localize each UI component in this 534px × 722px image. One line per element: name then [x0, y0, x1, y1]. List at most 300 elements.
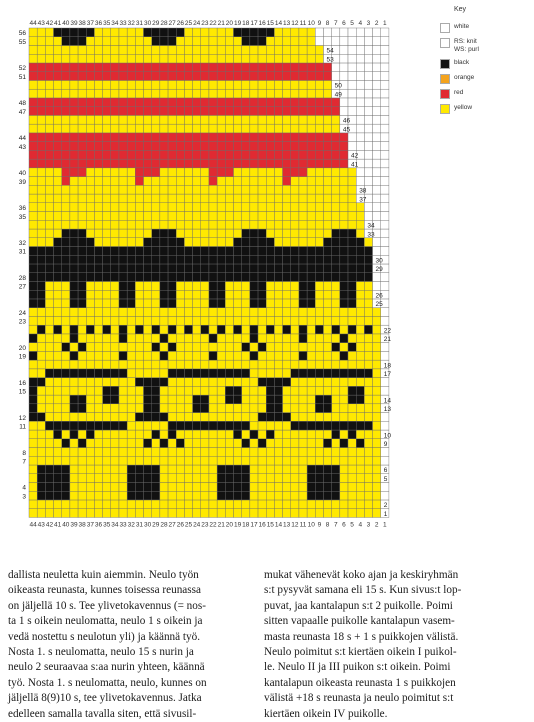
chart-cell	[250, 264, 258, 273]
chart-cell	[127, 142, 135, 151]
chart-cell	[86, 386, 94, 395]
chart-cell	[364, 37, 372, 46]
chart-cell	[283, 439, 291, 448]
chart-cell	[201, 343, 209, 352]
chart-cell	[242, 404, 250, 413]
chart-cell	[250, 281, 258, 290]
chart-cell	[242, 509, 250, 518]
chart-cell	[86, 369, 94, 378]
chart-cell	[103, 72, 111, 81]
black-swatch	[440, 59, 450, 69]
chart-cell	[127, 212, 135, 221]
chart-cell	[111, 448, 119, 457]
chart-cell	[152, 482, 160, 491]
chart-cell	[94, 281, 102, 290]
chart-cell	[184, 115, 192, 124]
chart-cell	[364, 456, 372, 465]
column-number-bottom: 2	[374, 521, 379, 529]
chart-cell	[29, 273, 37, 282]
chart-cell	[193, 404, 201, 413]
chart-cell	[283, 185, 291, 194]
chart-cell	[103, 378, 111, 387]
chart-cell	[176, 133, 184, 142]
chart-cell	[250, 28, 258, 37]
chart-cell	[242, 238, 250, 247]
chart-cell	[201, 63, 209, 72]
column-number-top: 10	[307, 20, 315, 27]
chart-cell	[209, 168, 217, 177]
chart-cell	[348, 316, 356, 325]
chart-cell	[201, 299, 209, 308]
chart-cell	[111, 159, 119, 168]
chart-cell	[217, 159, 225, 168]
chart-cell	[242, 369, 250, 378]
chart-cell	[37, 430, 45, 439]
chart-cell	[152, 474, 160, 483]
chart-cell	[258, 238, 266, 247]
chart-cell	[291, 509, 299, 518]
chart-cell	[291, 316, 299, 325]
chart-cell	[274, 500, 282, 509]
chart-cell	[111, 255, 119, 264]
chart-cell	[160, 386, 168, 395]
chart-cell	[160, 491, 168, 500]
chart-cell	[78, 474, 86, 483]
chart-cell	[86, 404, 94, 413]
chart-cell	[323, 115, 331, 124]
chart-cell	[307, 203, 315, 212]
chart-cell	[381, 150, 389, 159]
chart-cell	[45, 72, 53, 81]
chart-cell	[217, 273, 225, 282]
chart-cell	[209, 150, 217, 159]
chart-cell	[258, 37, 266, 46]
chart-cell	[201, 229, 209, 238]
chart-cell	[356, 491, 364, 500]
chart-cell	[103, 115, 111, 124]
chart-cell	[176, 474, 184, 483]
chart-cell	[152, 334, 160, 343]
chart-cell	[78, 133, 86, 142]
chart-cell	[45, 325, 53, 334]
text-line: puvat, jaa kantalapun s:t 2 puikolle. Poimi	[264, 599, 453, 612]
chart-cell	[168, 316, 176, 325]
chart-cell	[250, 72, 258, 81]
chart-cell	[356, 413, 364, 422]
chart-cell	[266, 273, 274, 282]
chart-cell	[217, 63, 225, 72]
chart-cell	[356, 316, 364, 325]
row-number-right: 41	[351, 161, 359, 169]
chart-cell	[364, 343, 372, 352]
chart-cell	[274, 124, 282, 133]
chart-cell	[225, 316, 233, 325]
row-number-left: 39	[18, 178, 26, 186]
chart-cell	[29, 316, 37, 325]
chart-cell	[37, 465, 45, 474]
chart-cell	[45, 54, 53, 63]
chart-cell	[94, 159, 102, 168]
chart-cell	[299, 290, 307, 299]
chart-cell	[103, 465, 111, 474]
chart-cell	[373, 194, 381, 203]
chart-cell	[291, 247, 299, 256]
chart-cell	[119, 142, 127, 151]
chart-cell	[127, 273, 135, 282]
chart-cell	[103, 308, 111, 317]
chart-cell	[266, 142, 274, 151]
chart-cell	[184, 395, 192, 404]
chart-cell	[193, 45, 201, 54]
chart-cell	[307, 133, 315, 142]
chart-cell	[242, 115, 250, 124]
column-number-bottom: 7	[333, 521, 338, 529]
chart-cell	[364, 334, 372, 343]
chart-cell	[356, 89, 364, 98]
chart-cell	[62, 439, 70, 448]
chart-cell	[340, 45, 348, 54]
chart-cell	[250, 378, 258, 387]
chart-cell	[103, 334, 111, 343]
chart-cell	[103, 299, 111, 308]
chart-cell	[45, 247, 53, 256]
chart-cell	[266, 185, 274, 194]
chart-cell	[37, 395, 45, 404]
legend-label: red	[454, 89, 464, 96]
chart-cell	[291, 45, 299, 54]
chart-cell	[144, 229, 152, 238]
chart-cell	[160, 482, 168, 491]
chart-cell	[193, 509, 201, 518]
chart-cell	[225, 98, 233, 107]
chart-cell	[242, 124, 250, 133]
chart-cell	[315, 395, 323, 404]
chart-cell	[54, 351, 62, 360]
chart-cell	[250, 351, 258, 360]
chart-cell	[135, 334, 143, 343]
chart-cell	[381, 63, 389, 72]
column-number-bottom: 24	[193, 521, 201, 529]
chart-cell	[135, 395, 143, 404]
chart-cell	[94, 247, 102, 256]
chart-cell	[307, 212, 315, 221]
legend-label: orange	[454, 74, 475, 81]
chart-cell	[152, 80, 160, 89]
chart-cell	[381, 273, 389, 282]
chart-cell	[62, 72, 70, 81]
chart-cell	[54, 343, 62, 352]
chart-cell	[62, 229, 70, 238]
chart-cell	[307, 45, 315, 54]
chart-cell	[119, 482, 127, 491]
chart-cell	[94, 107, 102, 116]
chart-cell	[127, 290, 135, 299]
chart-cell	[307, 465, 315, 474]
chart-cell	[258, 360, 266, 369]
chart-cell	[307, 343, 315, 352]
chart-cell	[160, 37, 168, 46]
chart-cell	[152, 316, 160, 325]
chart-cell	[201, 439, 209, 448]
chart-cell	[176, 238, 184, 247]
chart-cell	[29, 299, 37, 308]
chart-cell	[209, 238, 217, 247]
chart-cell	[135, 273, 143, 282]
chart-cell	[356, 203, 364, 212]
chart-cell	[340, 448, 348, 457]
chart-cell	[381, 351, 389, 360]
chart-cell	[242, 281, 250, 290]
column-number-bottom: 9	[317, 521, 322, 529]
chart-cell	[323, 395, 331, 404]
chart-cell	[217, 212, 225, 221]
chart-cell	[332, 316, 340, 325]
chart-cell	[364, 255, 372, 264]
chart-cell	[381, 89, 389, 98]
chart-cell	[54, 482, 62, 491]
chart-cell	[29, 369, 37, 378]
chart-cell	[103, 238, 111, 247]
chart-cell	[62, 404, 70, 413]
chart-cell	[373, 439, 381, 448]
chart-cell	[315, 238, 323, 247]
chart-cell	[94, 290, 102, 299]
chart-cell	[45, 386, 53, 395]
chart-cell	[144, 360, 152, 369]
chart-cell	[242, 247, 250, 256]
chart-cell	[242, 273, 250, 282]
chart-cell	[283, 474, 291, 483]
chart-cell	[86, 45, 94, 54]
chart-cell	[94, 509, 102, 518]
chart-cell	[111, 212, 119, 221]
chart-cell	[258, 115, 266, 124]
chart-cell	[111, 290, 119, 299]
chart-cell	[209, 80, 217, 89]
chart-cell	[86, 273, 94, 282]
chart-cell	[201, 404, 209, 413]
chart-cell	[135, 37, 143, 46]
chart-cell	[340, 351, 348, 360]
chart-cell	[176, 185, 184, 194]
legend-item-yellow	[440, 104, 532, 114]
chart-cell	[127, 404, 135, 413]
chart-cell	[78, 124, 86, 133]
chart-cell	[234, 474, 242, 483]
chart-cell	[70, 299, 78, 308]
chart-cell	[283, 28, 291, 37]
chart-cell	[332, 142, 340, 151]
chart-cell	[144, 142, 152, 151]
chart-cell	[127, 369, 135, 378]
chart-cell	[176, 89, 184, 98]
row-number-right: 53	[326, 56, 334, 64]
chart-cell	[144, 124, 152, 133]
chart-cell	[37, 378, 45, 387]
chart-cell	[168, 500, 176, 509]
chart-cell	[364, 465, 372, 474]
chart-cell	[242, 45, 250, 54]
chart-cell	[225, 360, 233, 369]
chart-cell	[250, 299, 258, 308]
chart-cell	[291, 264, 299, 273]
chart-cell	[45, 308, 53, 317]
chart-cell	[234, 203, 242, 212]
chart-cell	[234, 360, 242, 369]
chart-cell	[217, 98, 225, 107]
chart-cell	[225, 395, 233, 404]
chart-cell	[381, 28, 389, 37]
chart-cell	[332, 369, 340, 378]
column-number-top: 9	[317, 20, 322, 27]
chart-cell	[234, 334, 242, 343]
chart-cell	[119, 255, 127, 264]
chart-cell	[283, 482, 291, 491]
chart-cell	[307, 80, 315, 89]
chart-cell	[373, 334, 381, 343]
chart-cell	[45, 482, 53, 491]
chart-cell	[168, 255, 176, 264]
chart-cell	[37, 281, 45, 290]
chart-cell	[37, 80, 45, 89]
chart-cell	[234, 500, 242, 509]
chart-cell	[234, 378, 242, 387]
chart-cell	[86, 185, 94, 194]
chart-cell	[225, 28, 233, 37]
chart-cell	[258, 325, 266, 334]
chart-cell	[152, 185, 160, 194]
chart-cell	[217, 37, 225, 46]
chart-cell	[184, 212, 192, 221]
chart-cell	[160, 509, 168, 518]
chart-cell	[29, 378, 37, 387]
chart-cell	[225, 37, 233, 46]
chart-cell	[29, 80, 37, 89]
text-line: neulo 2 seuraavaa s:aa nurin yhteen, käännä	[8, 661, 205, 674]
chart-cell	[103, 45, 111, 54]
chart-cell	[356, 482, 364, 491]
chart-cell	[103, 194, 111, 203]
chart-cell	[119, 421, 127, 430]
chart-cell	[274, 421, 282, 430]
chart-cell	[348, 430, 356, 439]
chart-cell	[209, 98, 217, 107]
text-line: on jäljellä 10 s. Tee ylivetokavennus (= nos-	[8, 599, 206, 612]
chart-cell	[152, 325, 160, 334]
chart-cell	[217, 133, 225, 142]
chart-cell	[373, 247, 381, 256]
chart-cell	[242, 220, 250, 229]
chart-cell	[37, 238, 45, 247]
chart-cell	[29, 448, 37, 457]
chart-cell	[160, 334, 168, 343]
chart-cell	[258, 264, 266, 273]
chart-cell	[315, 45, 323, 54]
chart-cell	[119, 177, 127, 186]
chart-cell	[111, 456, 119, 465]
chart-cell	[168, 290, 176, 299]
chart-cell	[209, 133, 217, 142]
chart-cell	[111, 54, 119, 63]
chart-cell	[94, 255, 102, 264]
chart-cell	[168, 343, 176, 352]
chart-cell	[54, 98, 62, 107]
chart-cell	[299, 63, 307, 72]
chart-cell	[283, 150, 291, 159]
chart-cell	[70, 456, 78, 465]
chart-cell	[168, 247, 176, 256]
chart-cell	[332, 334, 340, 343]
chart-cell	[364, 430, 372, 439]
chart-cell	[381, 281, 389, 290]
chart-cell	[78, 37, 86, 46]
chart-cell	[356, 133, 364, 142]
chart-cell	[274, 177, 282, 186]
chart-cell	[144, 37, 152, 46]
chart-cell	[299, 351, 307, 360]
chart-cell	[234, 107, 242, 116]
chart-cell	[29, 203, 37, 212]
chart-cell	[37, 439, 45, 448]
chart-cell	[54, 133, 62, 142]
chart-cell	[111, 299, 119, 308]
chart-cell	[332, 150, 340, 159]
text-line: s:t pysyvät samana eli 15 s. Kun sivus:t lop-	[264, 584, 462, 597]
text-line: ta 1 s oikein neulomatta, neulo 1 s oikein ja	[8, 615, 203, 628]
chart-cell	[307, 264, 315, 273]
chart-cell	[86, 290, 94, 299]
chart-cell	[111, 421, 119, 430]
chart-cell	[225, 281, 233, 290]
chart-cell	[274, 28, 282, 37]
chart-cell	[94, 456, 102, 465]
chart-cell	[184, 308, 192, 317]
chart-cell	[225, 45, 233, 54]
chart-cell	[323, 343, 331, 352]
chart-cell	[291, 63, 299, 72]
chart-cell	[62, 343, 70, 352]
chart-cell	[307, 220, 315, 229]
chart-cell	[103, 150, 111, 159]
chart-cell	[193, 281, 201, 290]
column-number-bottom: 5	[350, 521, 354, 529]
chart-cell	[54, 386, 62, 395]
chart-cell	[356, 439, 364, 448]
chart-cell	[62, 316, 70, 325]
chart-cell	[94, 238, 102, 247]
chart-cell	[184, 150, 192, 159]
chart-cell	[119, 500, 127, 509]
chart-cell	[86, 395, 94, 404]
chart-cell	[315, 107, 323, 116]
chart-cell	[323, 124, 331, 133]
legend-item-red	[440, 89, 532, 99]
chart-cell	[258, 343, 266, 352]
chart-cell	[127, 491, 135, 500]
chart-cell	[250, 89, 258, 98]
chart-cell	[209, 72, 217, 81]
chart-cell	[373, 150, 381, 159]
chart-cell	[323, 404, 331, 413]
chart-cell	[152, 439, 160, 448]
column-number-top: 33	[119, 20, 127, 27]
chart-cell	[340, 238, 348, 247]
chart-cell	[258, 351, 266, 360]
chart-cell	[250, 203, 258, 212]
chart-cell	[291, 150, 299, 159]
chart-cell	[127, 430, 135, 439]
chart-cell	[103, 351, 111, 360]
